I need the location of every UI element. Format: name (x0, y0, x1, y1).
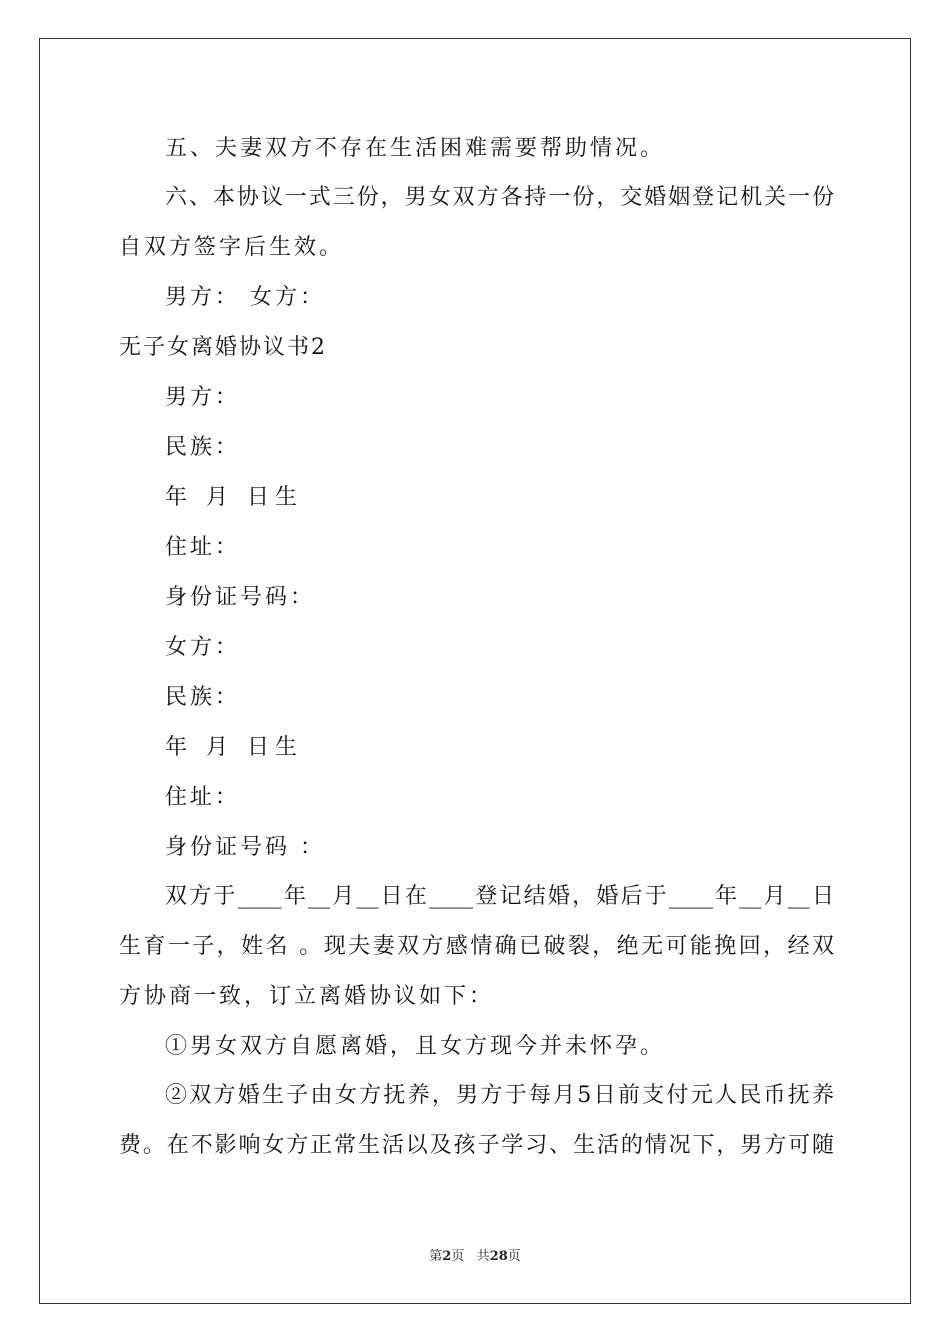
male-ethnicity-label: 民族： (165, 435, 241, 460)
male-id-label: 身份证号码： (165, 585, 316, 610)
clause-five: 五、夫妻双方不存在生活困难需要帮助情况。 (165, 136, 666, 161)
total-suffix: 页 (507, 1249, 521, 1264)
page-prefix: 第 (429, 1249, 443, 1264)
total-prefix: 共 (476, 1249, 490, 1264)
female-birthdate-label: 年 月 日生 (165, 735, 303, 760)
term-one: ①男女双方自愿离婚，且女方现今并未怀孕。 (165, 1034, 666, 1059)
clause-six-continued: 自双方签字后生效。 (119, 235, 345, 260)
page-total: 28 (489, 1249, 508, 1264)
marriage-paragraph-line-3: 方协商一致，订立离婚协议如下： (119, 984, 495, 1009)
page-footer (0, 1248, 950, 1266)
male-birthdate-label: 年 月 日生 (165, 485, 303, 510)
female-ethnicity-label: 民族： (165, 685, 241, 710)
page-suffix: 页 (451, 1249, 465, 1264)
male-party-label: 男方： (165, 385, 241, 410)
male-address-label: 住址： (165, 535, 241, 560)
female-party-label: 女方： (165, 635, 241, 660)
section-heading: 无子女离婚协议书2 (119, 335, 327, 360)
term-two-continued: 费。在不影响女方正常生活以及孩子学习、生活的情况下，男方可随 (119, 1133, 834, 1158)
page-border (39, 38, 911, 1304)
page-current: 2 (442, 1249, 452, 1264)
clause-six: 六、本协议一式三份，男女双方各持一份，交婚姻登记机关一份 (165, 185, 834, 210)
female-id-label: 身份证号码 ： (165, 835, 325, 860)
marriage-paragraph-line-2: 生育一子，姓名 。现夫妻双方感情确已破裂，绝无可能挽回，经双 (119, 934, 834, 959)
female-address-label: 住址： (165, 785, 241, 810)
term-two: ②双方婚生子由女方抚养，男方于每月5日前支付元人民币抚养 (165, 1083, 834, 1108)
signature-line: 男方： 女方： (165, 285, 325, 310)
marriage-paragraph-line-1: 双方于____年__月__日在____登记结婚，婚后于____年__月__日 (165, 884, 834, 909)
